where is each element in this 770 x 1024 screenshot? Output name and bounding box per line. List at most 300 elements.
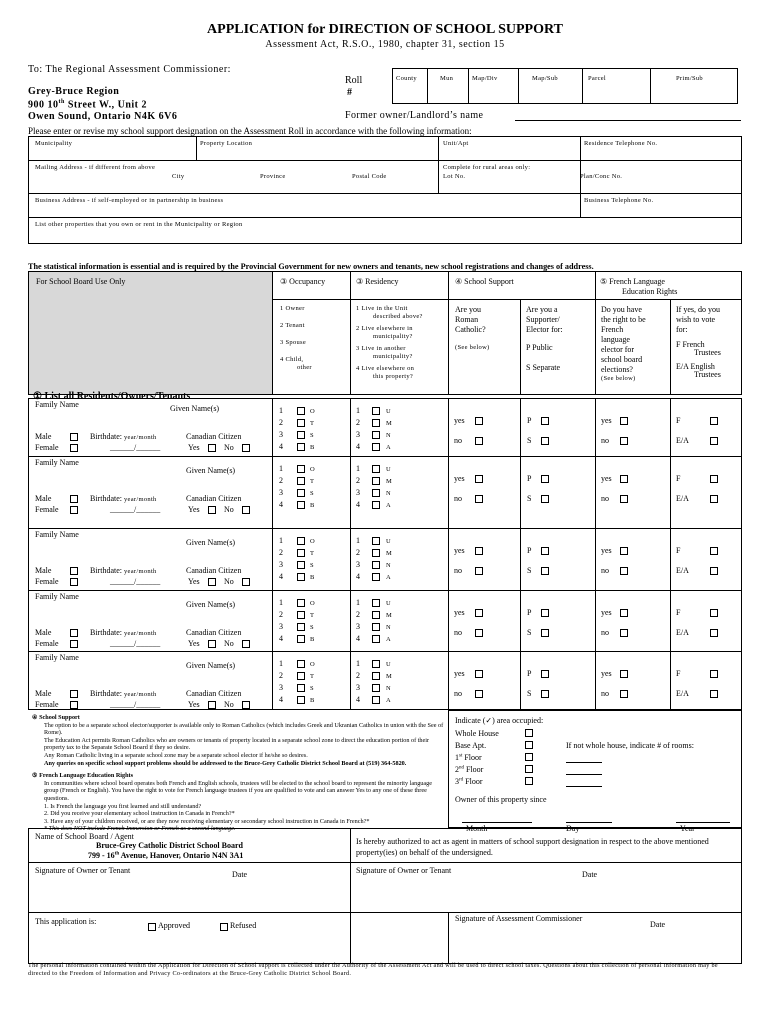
female-checkbox[interactable] — [70, 506, 78, 514]
residency-checkbox[interactable] — [372, 635, 380, 643]
citizen-yes-checkbox[interactable] — [208, 444, 216, 452]
occ-child: 4 Child, — [280, 356, 304, 363]
residency-num: 2 — [356, 610, 360, 619]
q3-note: (See below) — [601, 375, 636, 382]
residency-num: 3 — [356, 430, 360, 439]
french-right-yes-checkbox[interactable] — [620, 417, 628, 425]
occupancy-num: 3 — [279, 560, 283, 569]
catholic-yes-label: yes — [454, 546, 465, 555]
support-s-label: S — [527, 628, 532, 637]
citizen-no-label: No — [224, 505, 234, 514]
citizen-no-checkbox[interactable] — [242, 701, 250, 709]
owner-date-label[interactable]: Date — [232, 870, 248, 879]
residency-checkbox[interactable] — [372, 477, 380, 485]
occupancy-checkbox[interactable] — [297, 477, 305, 485]
q3-line4: language — [601, 335, 630, 344]
vote-f-label: F — [676, 416, 681, 425]
approved-checkbox[interactable] — [148, 923, 156, 931]
french-right-yes-checkbox[interactable] — [620, 475, 628, 483]
residency-code: M — [386, 550, 393, 557]
whole-house-checkbox[interactable] — [525, 729, 533, 737]
french-note-title: ⑤ French Language Education Rights — [32, 772, 134, 780]
birthdate-label: Birthdate: year/month — [90, 689, 157, 698]
occupancy-num: 4 — [279, 442, 283, 451]
residency-num: 2 — [356, 418, 360, 427]
city-label: City — [172, 173, 185, 180]
occupancy-num: 2 — [279, 476, 283, 485]
catholic-no-checkbox[interactable] — [475, 629, 483, 637]
former-owner-label: Former owner/Landlord’s name — [345, 110, 484, 121]
french-right-yes-label: yes — [601, 416, 612, 425]
occupancy-code: T — [310, 420, 315, 427]
roll-col-county: County — [396, 75, 417, 82]
rooms-floor1-field[interactable] — [566, 762, 602, 763]
roll-label: Roll — [345, 75, 363, 86]
residency-checkbox[interactable] — [372, 561, 380, 569]
residency-num: 3 — [356, 488, 360, 497]
occupancy-checkbox[interactable] — [297, 561, 305, 569]
floor2-checkbox[interactable] — [525, 765, 533, 773]
occupancy-num: 2 — [279, 418, 283, 427]
occupancy-checkbox[interactable] — [297, 611, 305, 619]
family-name-label[interactable]: Family Name — [35, 653, 79, 662]
catholic-no-checkbox[interactable] — [475, 437, 483, 445]
support-s-checkbox[interactable] — [541, 495, 549, 503]
male-checkbox[interactable] — [70, 690, 78, 698]
vote-f-checkbox[interactable] — [710, 475, 718, 483]
male-checkbox[interactable] — [70, 567, 78, 575]
board-use-area — [29, 272, 272, 394]
catholic-no-checkbox[interactable] — [475, 495, 483, 503]
q2-line1: Are you a — [526, 305, 558, 314]
birthdate-field[interactable]: ______/______ — [110, 443, 161, 452]
vote-f-checkbox[interactable] — [710, 547, 718, 555]
occupancy-checkbox[interactable] — [297, 443, 305, 451]
occ-other: other — [297, 364, 312, 371]
french-right-no-checkbox[interactable] — [620, 437, 628, 445]
residency-num: 4 — [356, 634, 360, 643]
mailing-address-label[interactable]: Mailing Address - if different from above — [35, 164, 156, 171]
vote-ea-checkbox[interactable] — [710, 437, 718, 445]
female-label: Female — [35, 577, 59, 586]
catholic-yes-checkbox[interactable] — [475, 547, 483, 555]
catholic-no-checkbox[interactable] — [475, 690, 483, 698]
occupancy-code: S — [310, 432, 314, 439]
support-s-label: S — [527, 494, 532, 503]
res-3a: 3 Live in another — [356, 345, 406, 352]
given-names-label[interactable]: Given Name(s) — [170, 404, 220, 413]
french-right-no-checkbox[interactable] — [620, 495, 628, 503]
residency-num: 1 — [356, 464, 360, 473]
owner-since-label: Owner of this property since — [455, 795, 547, 804]
occupancy-code: B — [310, 636, 315, 643]
female-label: Female — [35, 639, 59, 648]
support-p-label: P — [527, 474, 532, 483]
business-address-label[interactable]: Business Address - if self-employed or in partnership in business — [35, 197, 224, 204]
q4-english-trustees: Trustees — [694, 370, 721, 379]
occ-tenant: 2 Tenant — [280, 322, 305, 329]
res-2b: municipality? — [373, 333, 413, 340]
residency-checkbox[interactable] — [372, 672, 380, 680]
french-right-no-label: no — [601, 566, 609, 575]
support-s-checkbox[interactable] — [541, 567, 549, 575]
support-s-checkbox[interactable] — [541, 690, 549, 698]
residency-code: U — [386, 466, 391, 473]
family-name-label[interactable]: Family Name — [35, 458, 79, 467]
occupancy-code: T — [310, 478, 315, 485]
support-p-label: P — [527, 669, 532, 678]
male-label: Male — [35, 689, 52, 698]
vote-ea-checkbox[interactable] — [710, 567, 718, 575]
support-p-checkbox[interactable] — [541, 475, 549, 483]
french-right-yes-checkbox[interactable] — [620, 609, 628, 617]
application-status-label: This application is: — [35, 917, 97, 926]
base-apt-checkbox[interactable] — [525, 741, 533, 749]
citizen-yes-checkbox[interactable] — [208, 578, 216, 586]
birthdate-label: Birthdate: year/month — [90, 628, 157, 637]
support-p-label: P — [527, 416, 532, 425]
residency-code: A — [386, 574, 391, 581]
occupancy-num: 3 — [279, 430, 283, 439]
q3-line1: Do you have — [601, 305, 642, 314]
q3-line3: French — [601, 325, 624, 334]
catholic-yes-checkbox[interactable] — [475, 417, 483, 425]
vote-f-label: F — [676, 546, 681, 555]
agent-name: Bruce-Grey Catholic District School Board — [96, 841, 243, 850]
given-names-label[interactable]: Given Name(s) — [186, 538, 236, 547]
canadian-citizen-label: Canadian Citizen — [186, 689, 242, 698]
unit-apt-label[interactable]: Unit/Apt — [443, 140, 469, 147]
support-s-label: S — [527, 436, 532, 445]
residency-checkbox[interactable] — [372, 684, 380, 692]
form-subtitle: Assessment Act, R.S.O., 1980, chapter 31, section 15 — [265, 39, 505, 50]
municipality-label[interactable]: Municipality — [35, 140, 73, 147]
catholic-yes-checkbox[interactable] — [475, 609, 483, 617]
french-right-no-label: no — [601, 628, 609, 637]
residency-checkbox[interactable] — [372, 465, 380, 473]
owner-since-month-field[interactable] — [462, 822, 532, 823]
residency-checkbox[interactable] — [372, 419, 380, 427]
floor1-checkbox[interactable] — [525, 753, 533, 761]
occupancy-checkbox[interactable] — [297, 623, 305, 631]
citizen-yes-checkbox[interactable] — [208, 640, 216, 648]
support-s-label: S — [527, 566, 532, 575]
residency-checkbox[interactable] — [372, 623, 380, 631]
residency-code: A — [386, 636, 391, 643]
agent-label: Name of School Board / Agent — [35, 832, 134, 841]
male-checkbox[interactable] — [70, 433, 78, 441]
french-q4: * This does NOT include French Immersion or French as a second language. — [44, 825, 236, 833]
catholic-yes-label: yes — [454, 608, 465, 617]
address-line1: Grey-Bruce Region — [28, 86, 120, 97]
female-label: Female — [35, 700, 59, 709]
citizen-yes-checkbox[interactable] — [208, 506, 216, 514]
residency-code: M — [386, 612, 393, 619]
roll-col-mun: Mun — [440, 75, 454, 82]
male-label: Male — [35, 494, 52, 503]
form-title: APPLICATION for DIRECTION OF SCHOOL SUPPORT — [207, 22, 563, 37]
q3-line6: school board — [601, 355, 643, 364]
occupancy-checkbox[interactable] — [297, 599, 305, 607]
residency-checkbox[interactable] — [372, 537, 380, 545]
occupancy-checkbox[interactable] — [297, 489, 305, 497]
vote-ea-checkbox[interactable] — [710, 495, 718, 503]
former-owner-field[interactable] — [515, 120, 741, 121]
refused-checkbox[interactable] — [220, 923, 228, 931]
q1-line3: Catholic? — [455, 325, 486, 334]
residency-code: U — [386, 538, 391, 545]
occupancy-checkbox[interactable] — [297, 549, 305, 557]
residency-code: U — [386, 661, 391, 668]
female-checkbox[interactable] — [70, 578, 78, 586]
commissioner-date-label[interactable]: Date — [650, 920, 666, 929]
birthdate-field[interactable]: ______/______ — [110, 639, 161, 648]
residency-code: A — [386, 444, 391, 451]
occupancy-num: 1 — [279, 464, 283, 473]
occupancy-num: 4 — [279, 695, 283, 704]
occupancy-num: 1 — [279, 659, 283, 668]
residency-num: 1 — [356, 406, 360, 415]
occupancy-code: O — [310, 408, 315, 415]
residency-checkbox[interactable] — [372, 573, 380, 581]
q3-line7: elections? — [601, 365, 633, 374]
catholic-yes-label: yes — [454, 474, 465, 483]
residency-checkbox[interactable] — [372, 407, 380, 415]
residency-num: 1 — [356, 536, 360, 545]
occupancy-num: 4 — [279, 572, 283, 581]
business-phone-label[interactable]: Business Telephone No. — [584, 197, 654, 204]
occupancy-checkbox[interactable] — [297, 407, 305, 415]
roll-hash: # — [347, 87, 352, 98]
residency-checkbox[interactable] — [372, 431, 380, 439]
vote-f-checkbox[interactable] — [710, 417, 718, 425]
address-line3: Owen Sound, Ontario N4K 6V6 — [28, 111, 178, 122]
occupancy-code: O — [310, 466, 315, 473]
french-q2: 2. Did you receive your elementary school instruction in Canada in French?* — [44, 810, 235, 818]
residency-checkbox[interactable] — [372, 501, 380, 509]
vote-f-label: F — [676, 669, 681, 678]
q4-line2: wish to vote — [676, 315, 716, 324]
citizen-no-checkbox[interactable] — [242, 640, 250, 648]
french-right-yes-checkbox[interactable] — [620, 670, 628, 678]
refused-label: Refused — [230, 921, 257, 930]
occupancy-num: 4 — [279, 634, 283, 643]
other-properties-label[interactable]: List other properties that you own or rent in the Municipality or Region — [35, 221, 243, 228]
approved-label: Approved — [158, 921, 190, 930]
residency-code: N — [386, 624, 391, 631]
support-s-checkbox[interactable] — [541, 437, 549, 445]
occupancy-checkbox[interactable] — [297, 465, 305, 473]
french-right-no-checkbox[interactable] — [620, 629, 628, 637]
residency-num: 2 — [356, 548, 360, 557]
occupancy-code: S — [310, 490, 314, 497]
postal-code-label: Postal Code — [352, 173, 387, 180]
commissioner-signature-label[interactable]: Signature of Assessment Commissioner — [455, 914, 583, 923]
given-names-label[interactable]: Given Name(s) — [186, 661, 236, 670]
citizen-yes-label: Yes — [188, 700, 200, 709]
birthdate-field[interactable]: ______/______ — [110, 577, 161, 586]
occupancy-num: 2 — [279, 548, 283, 557]
residency-checkbox[interactable] — [372, 443, 380, 451]
residence-phone-label[interactable]: Residence Telephone No. — [584, 140, 658, 147]
owner-since-year-field[interactable] — [676, 822, 730, 823]
support-s-label: S — [527, 689, 532, 698]
occupancy-checkbox[interactable] — [297, 696, 305, 704]
canadian-citizen-label: Canadian Citizen — [186, 432, 242, 441]
citizen-no-checkbox[interactable] — [242, 578, 250, 586]
owner2-signature-label[interactable]: Signature of Owner or Tenant — [356, 866, 452, 875]
citizen-no-label: No — [224, 443, 234, 452]
res-1b: described above? — [373, 313, 423, 320]
vote-ea-label: E/A — [676, 628, 689, 637]
residency-checkbox[interactable] — [372, 611, 380, 619]
given-names-label[interactable]: Given Name(s) — [186, 466, 236, 475]
residency-num: 1 — [356, 659, 360, 668]
board-use-label: For School Board Use Only — [36, 277, 126, 286]
occupancy-code: T — [310, 612, 315, 619]
owner-since-day-field[interactable] — [566, 822, 612, 823]
q3-line2: the right to be — [601, 315, 646, 324]
french-right-no-checkbox[interactable] — [620, 567, 628, 575]
owner-signature-label[interactable]: Signature of Owner or Tenant — [35, 866, 131, 875]
residency-checkbox[interactable] — [372, 660, 380, 668]
occupancy-checkbox[interactable] — [297, 635, 305, 643]
vote-ea-label: E/A — [676, 566, 689, 575]
citizen-yes-checkbox[interactable] — [208, 701, 216, 709]
q3-line5: elector for — [601, 345, 635, 354]
lot-no-label[interactable]: Lot No. — [443, 173, 466, 180]
residency-code: A — [386, 502, 391, 509]
q1-line1: Are you — [455, 305, 481, 314]
catholic-no-label: no — [454, 628, 462, 637]
occupancy-num: 3 — [279, 488, 283, 497]
occupancy-checkbox[interactable] — [297, 431, 305, 439]
occupancy-checkbox[interactable] — [297, 573, 305, 581]
agent-address: 799 - 16th Avenue, Hanover, Ontario N4N 3A1 — [88, 851, 244, 860]
vote-f-checkbox[interactable] — [710, 609, 718, 617]
citizen-no-checkbox[interactable] — [242, 506, 250, 514]
rooms-floor2-field[interactable] — [566, 774, 602, 775]
birthdate-field[interactable]: ______/______ — [110, 700, 161, 709]
catholic-yes-checkbox[interactable] — [475, 475, 483, 483]
school-support-header: ④ School Support — [455, 277, 514, 286]
property-location-label[interactable]: Property Location — [200, 140, 253, 147]
occupancy-num: 4 — [279, 500, 283, 509]
catholic-no-label: no — [454, 494, 462, 503]
instruction-text: Please enter or revise my school support designation on the Assessment Roll in accordance with the following information: — [28, 126, 472, 136]
res-2a: 2 Live elsewhere in — [356, 325, 413, 332]
rooms-label: If not whole house, indicate # of rooms: — [566, 741, 694, 750]
canadian-citizen-label: Canadian Citizen — [186, 628, 242, 637]
occupancy-code: O — [310, 600, 315, 607]
occupancy-code: S — [310, 685, 314, 692]
french-right-yes-checkbox[interactable] — [620, 547, 628, 555]
support-note-3: Any Roman Catholic living in a separate school zone may be a separate school elector if he/she so desires. — [44, 751, 308, 759]
res-3b: municipality? — [373, 353, 413, 360]
french-right-no-checkbox[interactable] — [620, 690, 628, 698]
support-p-checkbox[interactable] — [541, 670, 549, 678]
occupancy-checkbox[interactable] — [297, 419, 305, 427]
plan-conc-label[interactable]: Plan/Conc No. — [580, 173, 623, 180]
female-checkbox[interactable] — [70, 640, 78, 648]
residency-checkbox[interactable] — [372, 489, 380, 497]
occupancy-checkbox[interactable] — [297, 684, 305, 692]
residency-checkbox[interactable] — [372, 599, 380, 607]
area-occupied-box — [448, 710, 742, 828]
family-name-label[interactable]: Family Name — [35, 400, 79, 409]
catholic-no-checkbox[interactable] — [475, 567, 483, 575]
roll-col-mapdiv: Map/Div — [472, 75, 498, 82]
vote-ea-checkbox[interactable] — [710, 690, 718, 698]
occupancy-code: T — [310, 550, 315, 557]
citizen-yes-label: Yes — [188, 639, 200, 648]
q4-french: F French — [676, 340, 705, 349]
occupancy-checkbox[interactable] — [297, 660, 305, 668]
roll-number-box[interactable] — [392, 68, 738, 104]
citizen-no-checkbox[interactable] — [242, 444, 250, 452]
occupancy-code: B — [310, 444, 315, 451]
list-all-label: ① List all Residents/Owners/Tenants — [33, 391, 191, 402]
support-p-checkbox[interactable] — [541, 609, 549, 617]
female-checkbox[interactable] — [70, 701, 78, 709]
vote-ea-checkbox[interactable] — [710, 629, 718, 637]
floor3-checkbox[interactable] — [525, 777, 533, 785]
birthdate-field[interactable]: ______/______ — [110, 505, 161, 514]
french-right-yes-label: yes — [601, 608, 612, 617]
support-p-checkbox[interactable] — [541, 417, 549, 425]
residency-checkbox[interactable] — [372, 549, 380, 557]
q4-line3: for: — [676, 325, 688, 334]
french-note-text: In communities where school board operates both French and English schools, trustees will be elected to the school board to represent the minority language group (French or English). You have the right to vote for French language trustees if you are qualified to vote and can answer Yes to any one of these three questions. — [44, 779, 432, 802]
province-label: Province — [260, 173, 286, 180]
residency-num: 4 — [356, 572, 360, 581]
french-right-yes-label: yes — [601, 474, 612, 483]
base-apt-label: Base Apt. — [455, 741, 487, 750]
whole-house-label: Whole House — [455, 729, 499, 738]
male-checkbox[interactable] — [70, 629, 78, 637]
occupancy-checkbox[interactable] — [297, 672, 305, 680]
support-s-checkbox[interactable] — [541, 629, 549, 637]
q4-french-trustees: Trustees — [694, 348, 721, 357]
female-checkbox[interactable] — [70, 444, 78, 452]
residency-checkbox[interactable] — [372, 696, 380, 704]
female-label: Female — [35, 443, 59, 452]
family-name-label[interactable]: Family Name — [35, 530, 79, 539]
occupancy-checkbox[interactable] — [297, 501, 305, 509]
rooms-floor3-field[interactable] — [566, 786, 602, 787]
french-right-no-label: no — [601, 436, 609, 445]
owner2-date-label[interactable]: Date — [582, 870, 598, 879]
given-names-label[interactable]: Given Name(s) — [186, 600, 236, 609]
occupancy-code: S — [310, 624, 314, 631]
q2-separate: S Separate — [526, 363, 560, 372]
catholic-yes-checkbox[interactable] — [475, 670, 483, 678]
residency-num: 1 — [356, 598, 360, 607]
occupancy-checkbox[interactable] — [297, 537, 305, 545]
residency-num: 3 — [356, 683, 360, 692]
citizen-no-label: No — [224, 700, 234, 709]
res-1a: 1 Live in the Unit — [356, 305, 408, 312]
residency-code: M — [386, 478, 393, 485]
support-p-checkbox[interactable] — [541, 547, 549, 555]
residency-num: 2 — [356, 671, 360, 680]
male-checkbox[interactable] — [70, 495, 78, 503]
q1-line2: Roman — [455, 315, 479, 324]
family-name-label[interactable]: Family Name — [35, 592, 79, 601]
address-line2: 900 10th Street W., Unit 2 — [28, 99, 147, 111]
vote-f-label: F — [676, 608, 681, 617]
vote-f-checkbox[interactable] — [710, 670, 718, 678]
